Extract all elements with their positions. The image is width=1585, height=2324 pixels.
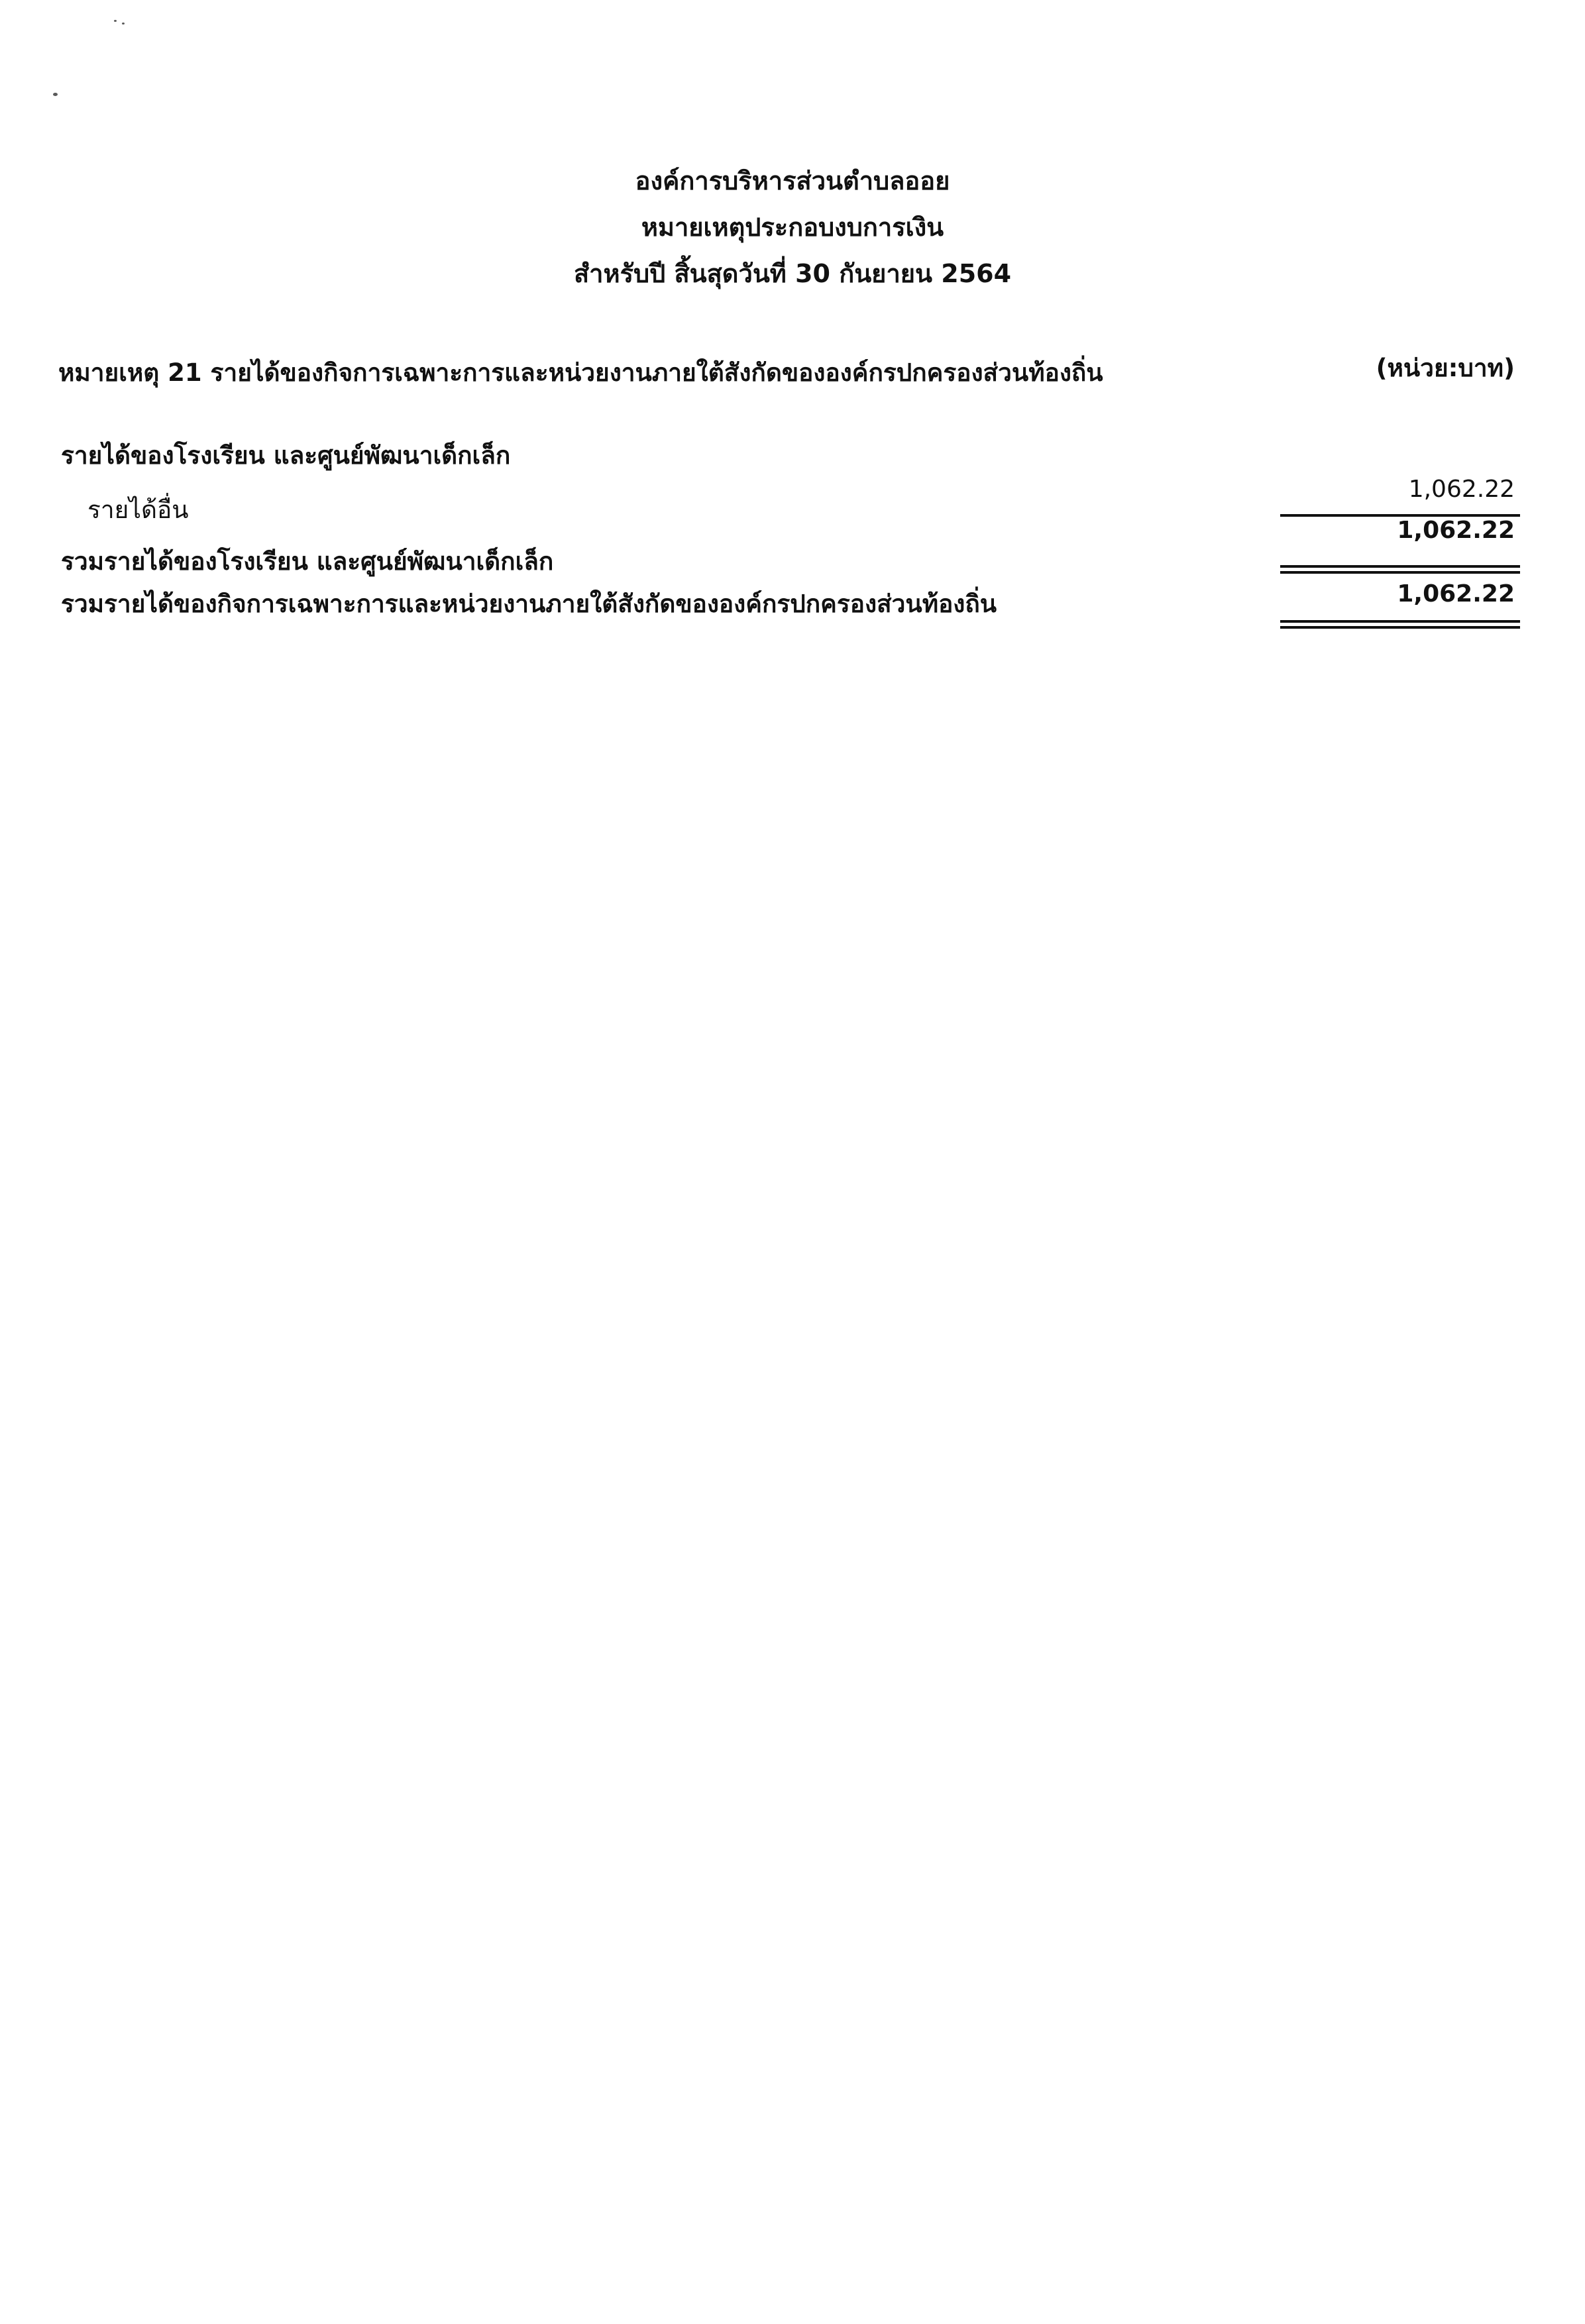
unit-label: (หน่วย:บาท): [1376, 354, 1515, 382]
note-title: หมายเหตุ 21 รายได้ของกิจการเฉพาะการและหน่วยงานภายใต้สังกัดขององค์กรปกครองส่วนท้องถิ่น: [58, 358, 1103, 387]
reporting-period: สำหรับปี สิ้นสุดวันที่ 30 กันยายน 2564: [573, 259, 1012, 288]
subtotal-label: รวมรายได้ของโรงเรียน และศูนย์พัฒนาเด็กเล็ก: [61, 547, 554, 576]
other-income-label: รายได้อื่น: [87, 496, 189, 524]
scan-speck: [114, 20, 117, 22]
subtotal-amount: 1,062.22: [1397, 517, 1515, 544]
document-title: หมายเหตุประกอบงบการเงิน: [641, 213, 944, 242]
grand-total-double-rule-upper: [1280, 620, 1520, 623]
scan-speck: [122, 23, 125, 25]
grand-total-double-rule-lower: [1280, 626, 1520, 629]
organization-name: องค์การบริหารส่วนตำบลออย: [635, 166, 950, 195]
other-income-amount: 1,062.22: [1408, 476, 1515, 503]
grand-total-label: รวมรายได้ของกิจการเฉพาะการและหน่วยงานภายใต้สังกัดขององค์กรปกครองส่วนท้องถิ่น: [61, 590, 997, 618]
document-header: [0, 158, 1585, 297]
section-heading: รายได้ของโรงเรียน และศูนย์พัฒนาเด็กเล็ก: [61, 441, 511, 470]
scan-speck: [53, 93, 58, 96]
subtotal-double-rule-lower: [1280, 571, 1520, 574]
subtotal-double-rule-upper: [1280, 565, 1520, 568]
grand-total-amount: 1,062.22: [1397, 580, 1515, 607]
